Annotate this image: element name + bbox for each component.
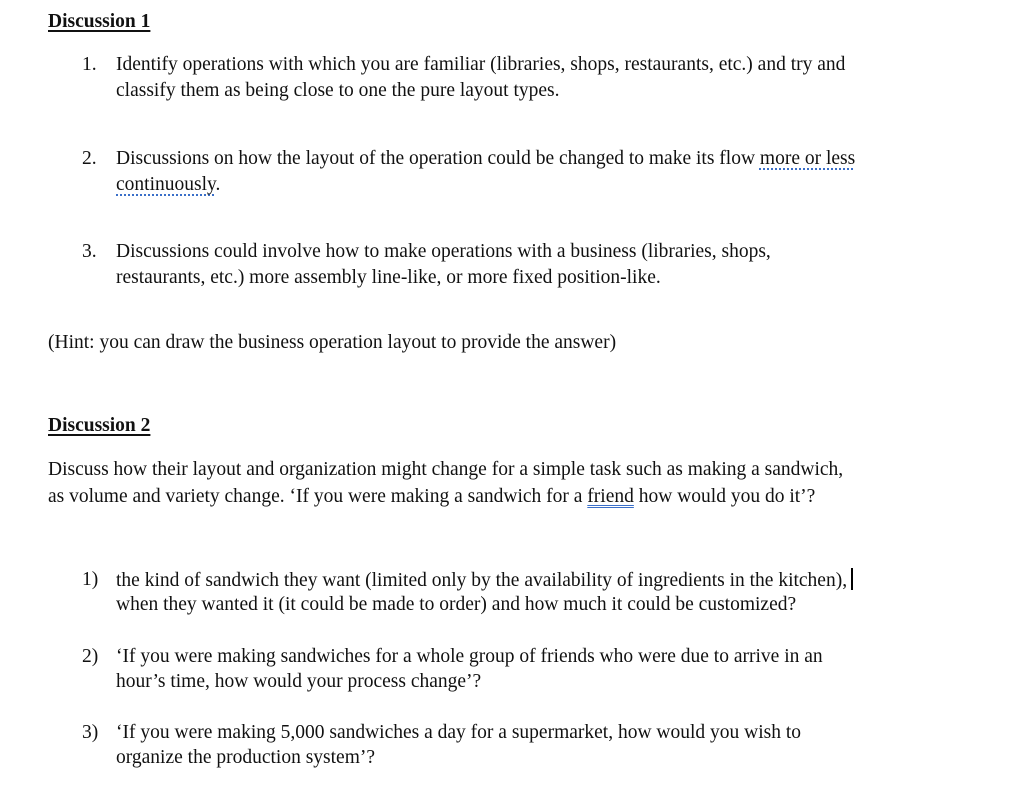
- item-number: 3.: [82, 241, 97, 262]
- item-text-line-2: organize the production system’?: [116, 747, 376, 768]
- discussion-1-heading: Discussion 1: [48, 11, 151, 32]
- item-text-line-1: ‘If you were making 5,000 sandwiches a day for a supermarket, how would you wish to: [116, 722, 802, 743]
- friend-link[interactable]: friend: [587, 486, 634, 507]
- discussion-2-intro-line-1: Discuss how their layout and organization might change for a simple task such as making a sandwich,: [48, 459, 844, 480]
- item-text-line-2: when they wanted it (it could be made to order) and how much it could be customized?: [116, 594, 797, 615]
- item-text: the kind of sandwich they want (limited only by the availability of ingredients in the kitchen),: [116, 570, 848, 591]
- item-text-line-2: [116, 173, 220, 197]
- item-number: 1.: [82, 54, 97, 75]
- discussion-2-item-1: [82, 568, 1012, 618]
- discussion-2-heading: Discussion 2: [48, 415, 151, 436]
- discussion-2-item-2: [82, 645, 1012, 695]
- discussion-1-item-2: [82, 147, 1012, 197]
- hint-text: (Hint: you can draw the business operation layout to provide the answer): [48, 332, 617, 353]
- item-text-line-1: [116, 147, 855, 171]
- item-text-line-1: [116, 568, 853, 593]
- item-text-line-1: ‘If you were making sandwiches for a whole group of friends who were due to arrive in an: [116, 646, 823, 667]
- item-number: 2): [82, 646, 99, 667]
- item-text-line-2: restaurants, etc.) more assembly line-like, or more fixed position-like.: [116, 267, 661, 288]
- discussion-1-item-3: [82, 240, 1012, 290]
- item-text-line-2: classify them as being close to one the pure layout types.: [116, 80, 560, 101]
- item-text-line-1: Discussions could involve how to make operations with a business (libraries, shops,: [116, 241, 771, 262]
- item-text: .: [215, 174, 221, 195]
- intro-text: how would you do it’?: [633, 486, 816, 507]
- item-number: 3): [82, 722, 99, 743]
- item-number: 2.: [82, 148, 97, 169]
- item-text: Discussions on how the layout of the operation could be changed to make its flow: [116, 148, 760, 169]
- text-cursor: [851, 568, 853, 590]
- discussion-1-item-1: [82, 53, 1012, 103]
- item-number: 1): [82, 569, 99, 590]
- discussion-2-item-3: [82, 721, 1012, 771]
- discussion-2-intro-line-2: [48, 485, 815, 509]
- item-text-line-2: hour’s time, how would your process change’?: [116, 671, 482, 692]
- item-text-line-1: Identify operations with which you are familiar (libraries, shops, restaurants, etc.) and try and: [116, 54, 846, 75]
- intro-text: as volume and variety change. ‘If you were making a sandwich for a: [48, 486, 588, 507]
- tracked-change-text[interactable]: more or less: [759, 148, 856, 169]
- tracked-change-text[interactable]: continuously: [116, 174, 216, 195]
